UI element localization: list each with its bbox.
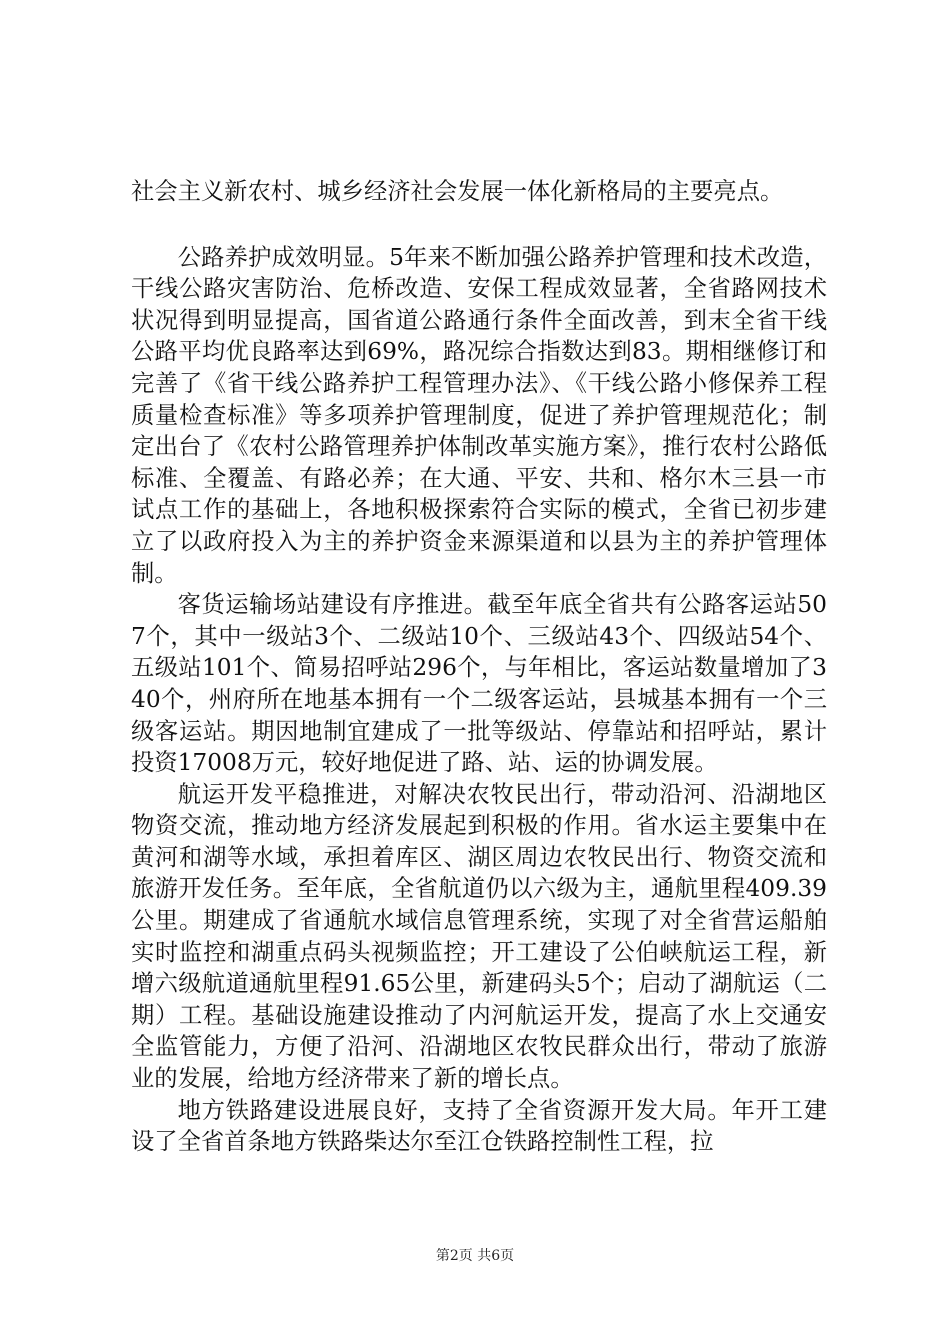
paragraph-highway-maintenance: 公路养护成效明显。5年来不断加强公路养护管理和技术改造，干线公路灾害防治、危桥改造、安保工程成效显著，全省路网技术状况得到明显提高，国省道公路通行条件全面改善，到末全省干线公路平均优良路率达到69%，路况综合指数达到83。期相继修订和完善了《省干线公路养护工程管理办法》、《干线公路小修保养工程质量检查标准》等多项养护管理制度，促进了养护管理规范化；制定出台了《农村公路管理养护体制改革实施方案》，推行农村公路低标准、全覆盖、有路必养；在大通、平安、共和、格尔木三县一市试点工作的基础上，各地积极探索符合实际的模式，全省已初步建立了以政府投入为主的养护资金来源渠道和以县为主的养护管理体制。 <box>131 243 827 587</box>
paragraph-continuation: 社会主义新农村、城乡经济社会发展一体化新格局的主要亮点。 <box>131 178 784 205</box>
paragraph-passenger-stations: 客货运输场站建设有序推进。截至年底全省共有公路客运站507个，其中一级站3个、二级站10个、三级站43个、四级站54个、五级站101个、简易招呼站296个，与年相比，客运站数量增加了340个，州府所在地基本拥有一个二级客运站，县城基本拥有一个三级客运站。期因地制宜建成了一批等级站、停靠站和招呼站，累计投资17008万元，较好地促进了路、站、运的协调发展。 <box>131 591 827 777</box>
paragraph-waterway-shipping: 航运开发平稳推进，对解决农牧民出行，带动沿河、沿湖地区物资交流，推动地方经济发展起到积极的作用。省水运主要集中在黄河和湖等水域，承担着库区、湖区周边农牧民出行、物资交流和旅游开发任务。至年底，全省航道仍以六级为主，通航里程409.39公里。期建成了省通航水域信息管理系统，实现了对全省营运船舶实时监控和湖重点码头视频监控；开工建设了公伯峡航运工程，新增六级航道通航里程91.65公里，新建码头5个；启动了湖航运（二期）工程。基础设施建设推动了内河航运开发，提高了水上交通安全监管能力，方便了沿河、沿湖地区农牧民群众出行，带动了旅游业的发展，给地方经济带来了新的增长点。 <box>131 780 827 1093</box>
paragraph-local-railway: 地方铁路建设进展良好，支持了全省资源开发大局。年开工建设了全省首条地方铁路柴达尔至江仓铁路控制性工程，拉 <box>131 1096 827 1156</box>
paragraph-gap <box>131 208 827 242</box>
page-footer: 第2页 共6页 <box>435 1248 515 1264</box>
document-body <box>131 176 827 1158</box>
